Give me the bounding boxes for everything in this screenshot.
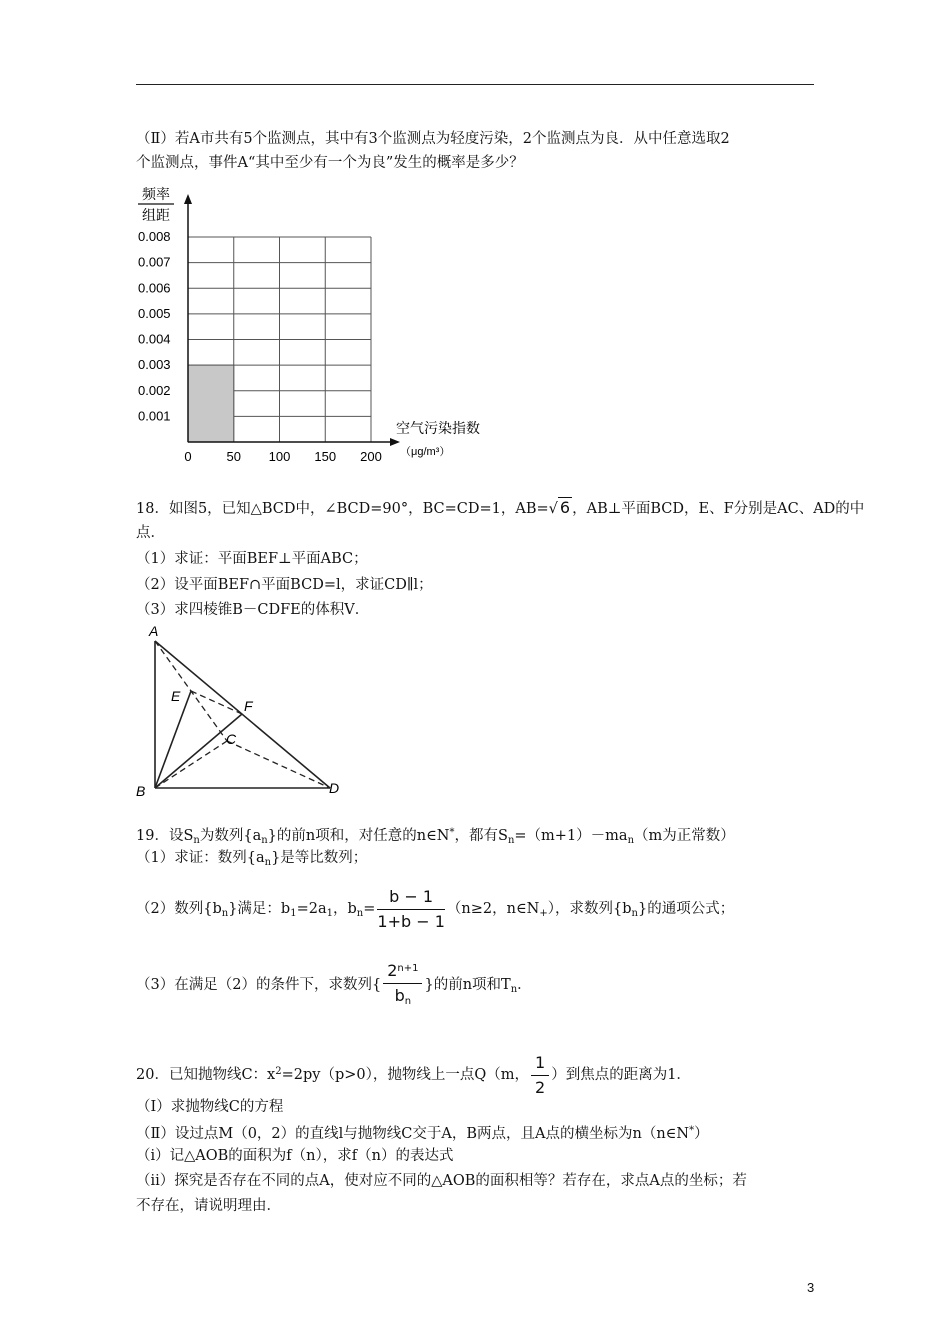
q18-part2: （2）设平面BEF∩平面BCD=l，求证CD∥l； — [136, 577, 433, 593]
y-tick-label: 0.004 — [138, 331, 171, 347]
q19-line1: 19．设$S_n$为数列$\{a_n\}$的前n项和，对任意的n∈N*，都有$S_n=(m+1)-ma_n(m$为正常数） — [136, 827, 735, 846]
frequency-histogram — [130, 182, 510, 472]
tetrahedron-figure — [130, 620, 350, 800]
x-tick-label: 150 — [314, 449, 337, 464]
edge-CD — [227, 741, 330, 788]
histogram-bar — [188, 365, 234, 442]
q20-part2-ii-line1: （ⅱ）探究是否存在不同的点A，使对应不同的△AOB的面积相等？若存在，求点A点的坐标；若 — [136, 1173, 747, 1189]
vertex-label-F: F — [244, 698, 253, 714]
q19-part2: （2）数列$\{b_n\}$满足：$b_1=2a_1$，$b_n=$ $\frac{b - 1}{1+b - 1}$ （n≥2，$n\in N_+$），求数列$\{b_n\}$的通项公式； — [136, 886, 735, 931]
y-tick-label: 0.005 — [138, 305, 171, 321]
q20-line1: 20．已知抛物线C：$x^2=2py(p>0)$，抛物线上一点Q（m， $\frac{1}{2}$ ）到焦点的距离为1． — [136, 1052, 691, 1097]
x-tick-label: 50 — [226, 449, 241, 464]
vertex-label-A: A — [149, 623, 159, 639]
y-axis-label-bottom: 组距 — [142, 207, 170, 223]
q17-part2-line2: 个监测点，事件A“其中至少有一个为良”发生的概率是多少？ — [136, 155, 524, 171]
page-number: 3 — [807, 1280, 815, 1295]
vertex-label-B: B — [136, 783, 146, 799]
one-half-fraction: $\frac{1}{2}$ — [531, 1053, 549, 1098]
y-tick-label: 0.006 — [138, 280, 171, 296]
x-tick-label: 100 — [268, 449, 291, 464]
bn-recurrence-fraction: $\frac{b - 1}{1+b - 1}$ — [377, 886, 445, 931]
sequence-term-fraction: $\frac{2^{n+1}}{b_n}$ — [383, 959, 422, 1012]
x-axis-label: 空气污染指数 — [396, 420, 480, 436]
q20-part2-i: （ⅰ）记△AOB的面积为f（n），求f（n）的表达式 — [136, 1148, 454, 1164]
y-tick-label: 0.008 — [138, 229, 171, 244]
vertex-label-D: D — [329, 780, 340, 796]
edge-BC — [155, 741, 227, 788]
header-rule — [136, 84, 814, 85]
y-tick-label: 0.003 — [138, 357, 171, 373]
q19-part3: （3）在满足（2）的条件下，求数列{ $\frac{2^{n+1}}{b_n}$ }的前n项和$T_n$． — [136, 956, 826, 1019]
q20-part2-ii-line2: 不存在，请说明理由． — [136, 1198, 281, 1214]
y-axis-label-top: 频率 — [142, 186, 170, 202]
x-tick-label: 0 — [184, 449, 192, 464]
vertex-label-C: C — [226, 731, 237, 747]
q17-part2-line1: （Ⅱ）若A市共有5个监测点，其中有3个监测点为轻度污染，2个监测点为良．从中任意选取2 — [136, 131, 730, 147]
y-tick-label: 0.001 — [138, 408, 171, 424]
x-axis-arrow — [390, 438, 400, 446]
q18-line1: 18．如图5，已知△BCD中，∠BCD=90°，BC=CD=1，AB=√ 6 ，AB⊥平面BCD，E、F分别是AC、AD的中 — [136, 498, 865, 517]
vertex-label-E: E — [171, 688, 181, 704]
x-axis-unit: （μg/m³） — [400, 446, 451, 458]
y-axis-arrow — [184, 194, 192, 204]
x-tick-label: 200 — [360, 449, 382, 464]
q20-part1: （Ⅰ）求抛物线C的方程 — [136, 1099, 284, 1115]
q19-part1: （1）求证：数列$\{a_n\}$是等比数列； — [136, 850, 368, 868]
q20-part2: （Ⅱ）设过点M（0，2）的直线l与抛物线C交于A，B两点，且A点的横坐标为n（n∈N*） — [136, 1125, 709, 1142]
q18-part1: （1）求证：平面BEF⊥平面ABC； — [136, 551, 368, 567]
q18-part3: （3）求四棱锥B－CDFE的体积V． — [136, 602, 370, 618]
sqrt-six: √ 6 — [548, 498, 571, 517]
y-tick-label: 0.002 — [138, 382, 171, 398]
y-tick-label: 0.007 — [138, 254, 171, 270]
q18-line2: 点． — [136, 525, 165, 541]
